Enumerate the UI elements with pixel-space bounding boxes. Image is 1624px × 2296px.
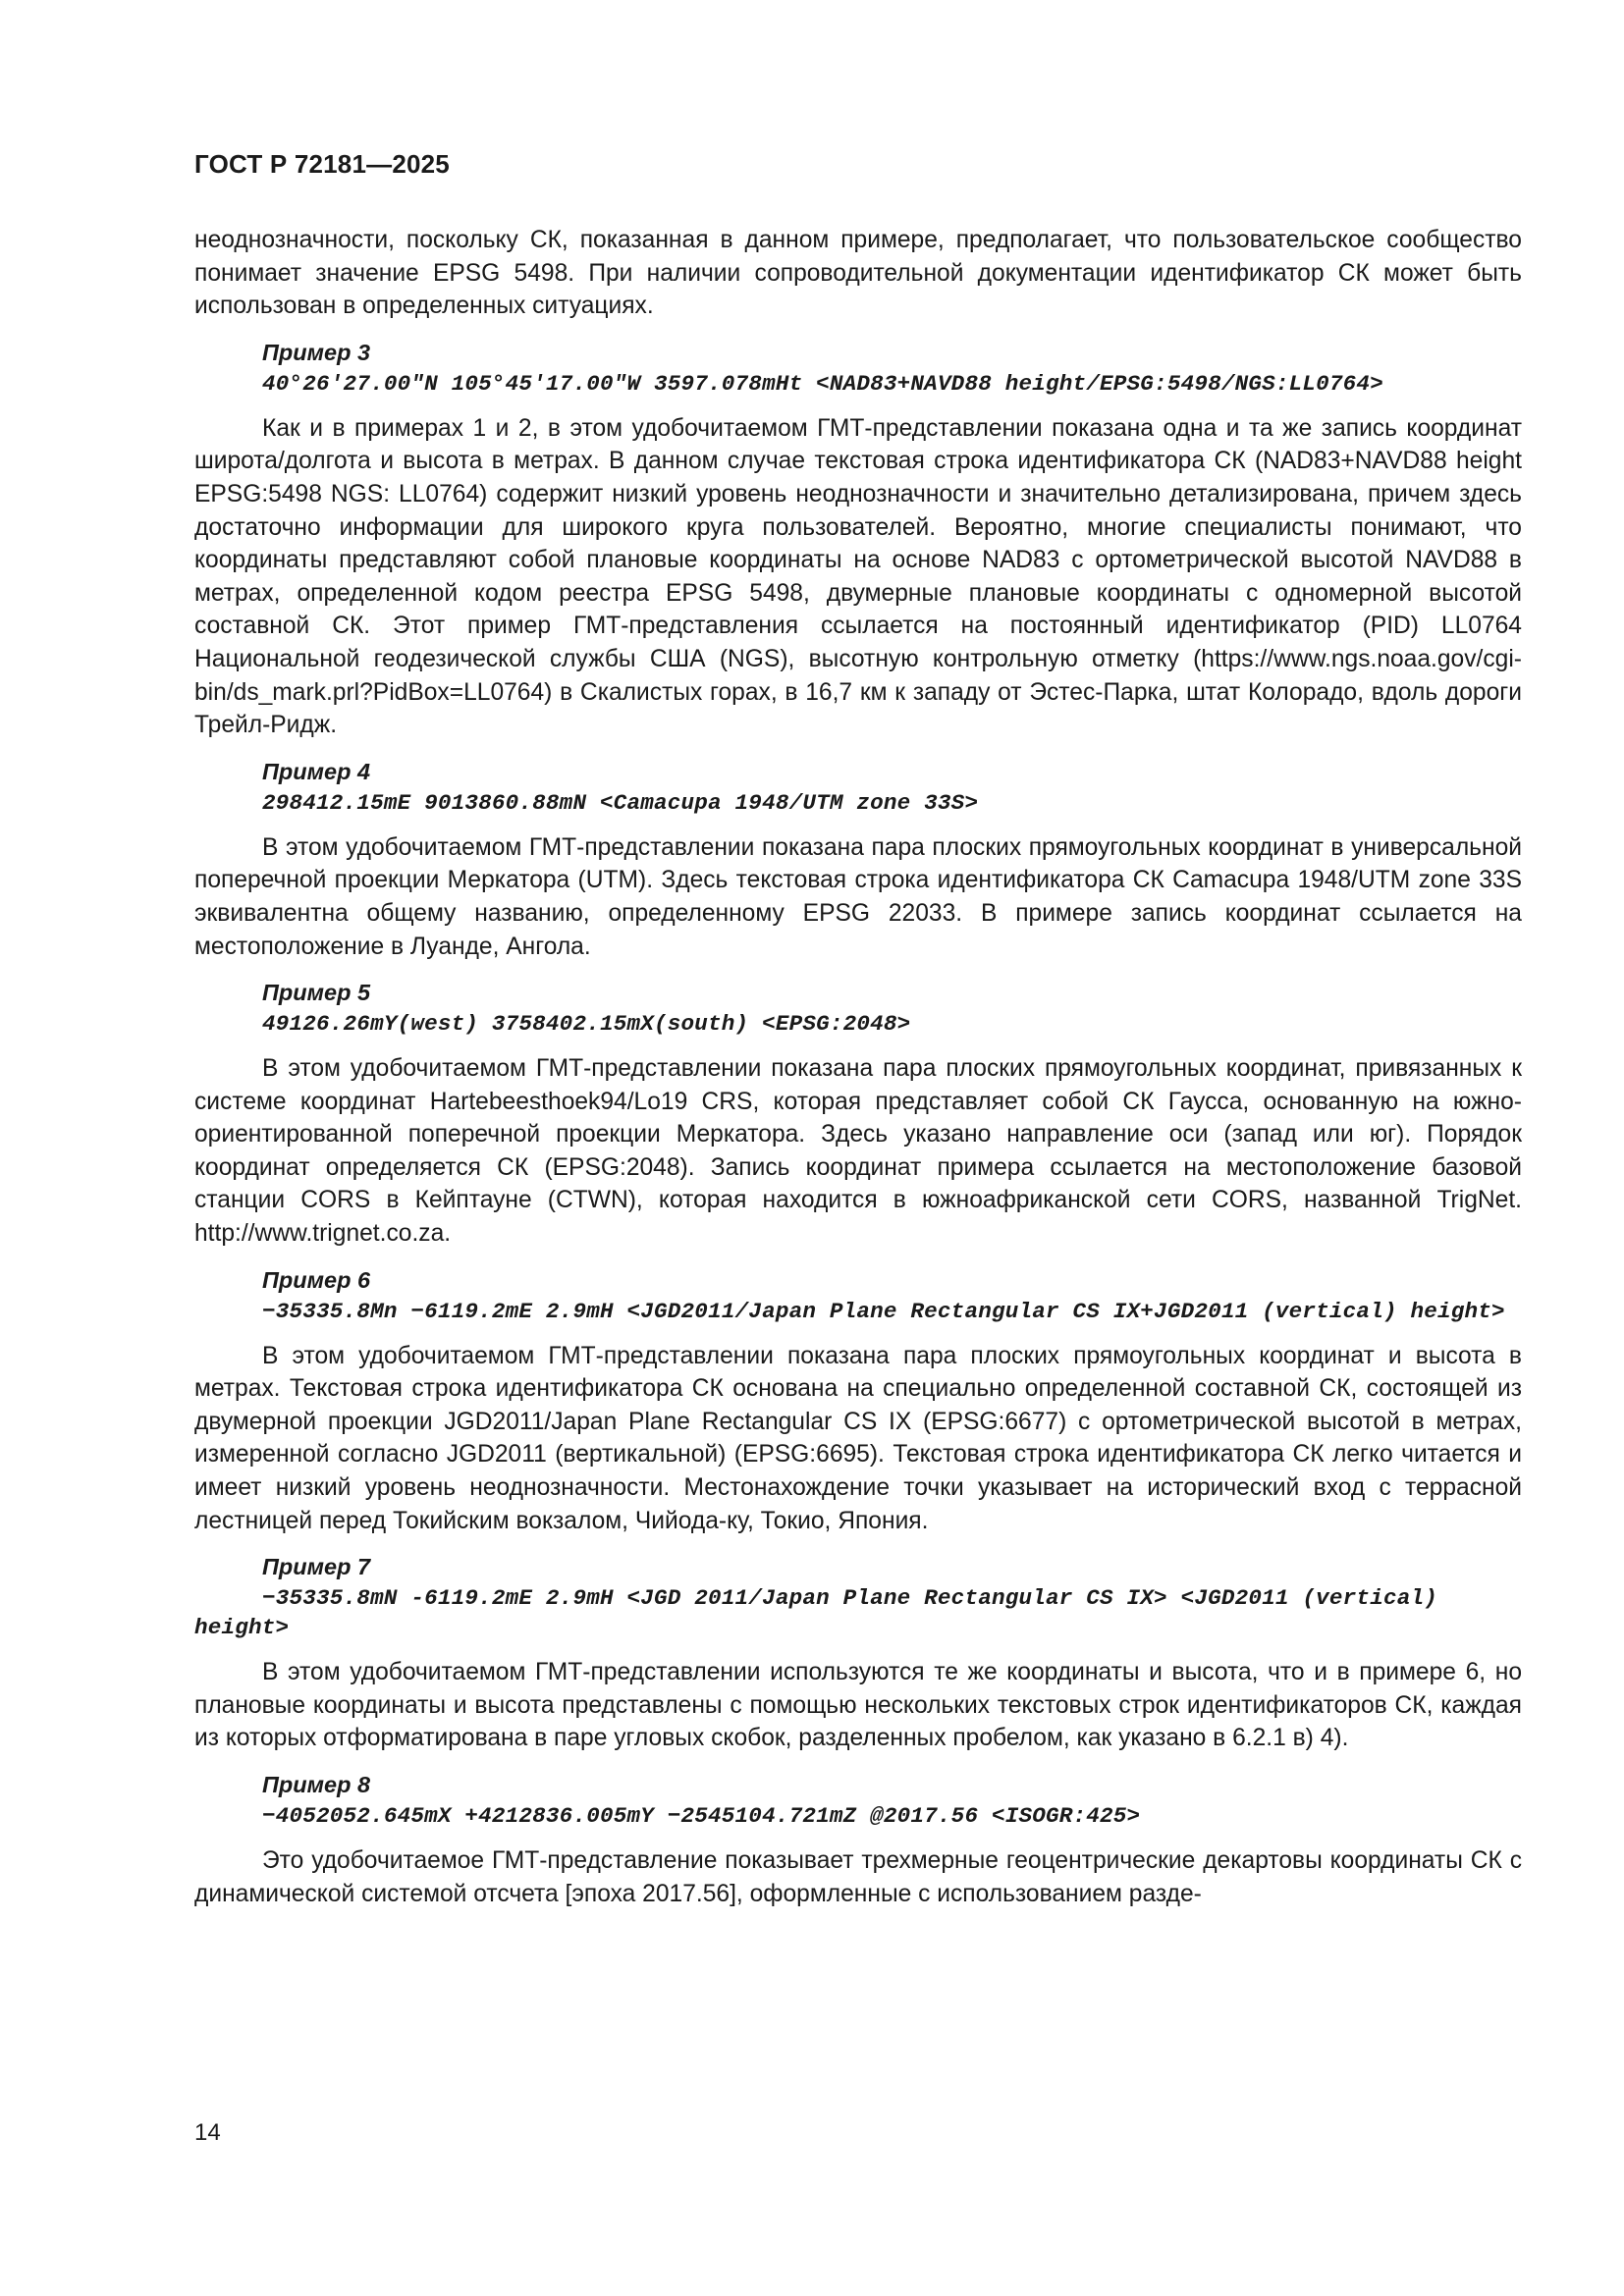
- example-block: [194, 1551, 1522, 1642]
- example-title: Пример 3: [262, 339, 371, 365]
- example-title: Пример 6: [262, 1266, 371, 1293]
- example-description: В этом удобочитаемом ГМТ-представлении показана пара плоских прямоугольных координат в универсальной поперечной проекции Меркатора (UTM). Здесь текстовая строка идентификатора СК Camacupa 1948/UTM zone 33S эквивалентна общему названию, определенному EPSG 22033. В примере запись координат ссылается на местоположение в Луанде, Ангола.: [194, 833, 1522, 960]
- example-block: [194, 977, 1522, 1039]
- example-block: [194, 1264, 1522, 1326]
- example-block: [194, 756, 1522, 818]
- example-code: 298412.15mE 9013860.88mN <Camacupa 1948/UTM zone 33S>: [262, 789, 979, 816]
- example-description: В этом удобочитаемом ГМТ-представлении показана пара плоских прямоугольных координат, привязанных к системе координат Hartebeesthoek94/Lo19 CRS, которая представляет собой СК Гаусса, основанную на южно-ориентированной поперечной проекции Меркатора. Здесь указано направление оси (запад или юг). Порядок координат определяется СК (EPSG:2048). Запись координат примера ссылается на местоположение базовой станции CORS в Кейптауне (CTWN), которая находится в южноафриканской сети CORS, названной TrigNet. http://www.trignet.co.za.: [194, 1055, 1522, 1248]
- example-description: В этом удобочитаемом ГМТ-представлении показана пара плоских прямоугольных координат и высота в метрах. Текстовая строка идентификатора СК основана на специально определенной составной СК, состоящей из двумерной проекции JGD2011/Japan Plane Rectangular CS IX (EPSG:6677) с ортометрической высотой в метрах, измеренной согласно JGD2011 (вертикальной) (EPSG:6695). Текстовая строка идентификатора СК легко читается и имеет низкий уровень неоднозначности. Местонахождение точки указывает на исторический вход с террасной лестницей перед Токийским вокзалом, Чийода-ку, Токио, Япония.: [194, 1342, 1522, 1534]
- example-code: −35335.8Mn −6119.2mE 2.9mH <JGD2011/Japan Plane Rectangular CS IX+JGD2011 (vertical) height>: [262, 1298, 1505, 1324]
- example-code: 40°26′27.00″N 105°45′17.00″W 3597.078mHt <NAD83+NAVD88 height/EPSG:5498/NGS:LL0764>: [262, 370, 1383, 397]
- example-title: Пример 4: [262, 758, 371, 784]
- example-title: Пример 8: [262, 1772, 371, 1797]
- example-title: Пример 7: [262, 1554, 371, 1580]
- intro-paragraph: неоднозначности, поскольку СК, показанная в данном примере, предполагает, что пользовательское сообщество понимает значение EPSG 5498. При наличии сопроводительной документации идентификатор СК может быть использован в определенных ситуациях.: [194, 227, 1522, 320]
- example-code: −4052052.645mX +4212836.005mY −2545104.721mZ @2017.56 <ISOGR:425>: [262, 1803, 1141, 1829]
- document-page: [194, 0, 1522, 2296]
- document-header: ГОСТ Р 72181—2025: [194, 149, 450, 179]
- example-code: 49126.26mY(west) 3758402.15mX(south) <EPSG:2048>: [262, 1011, 911, 1038]
- document-body: [194, 224, 1522, 1924]
- example-description: В этом удобочитаемом ГМТ-представлении используются те же координаты и высота, что и в примере 6, но плановые координаты и высота представлены с помощью нескольких текстовых строк идентификаторов СК, каждая из которых отформатирована в паре угловых скобок, разделенных пробелом, как указано в 6.2.1 в) 4).: [194, 1659, 1522, 1752]
- example-description: Как и в примерах 1 и 2, в этом удобочитаемом ГМТ-представлении показана одна и та же запись координат широта/долгота и высота в метрах. В данном случае текстовая строка идентификатора СК (NAD83+NAVD88 height EPSG:5498 NGS: LL0764) содержит низкий уровень неоднозначности и значительно детализирована, причем здесь достаточно информации для широкого круга пользователей. Вероятно, многие специалисты понимают, что координаты представляют собой плановые координаты на основе NAD83 с ортометрической высотой NAVD88 в метрах, определенной кодом реестра EPSG 5498, двумерные плановые координаты с одномерной высотой составной СК. Этот пример ГМТ-представления ссылается на постоянный идентификатор (PID) LL0764 Национальной геодезической службы США (NGS), высотную контрольную отметку (https://www.ngs.noaa.gov/cgi-bin/ds_mark.prl?PidBox=LL0764) в Скалистых горах, в 16,7 км к западу от Эстес-Парка, штат Колорадо, вдоль дороги Трейл-Ридж.: [194, 414, 1522, 739]
- example-block: [194, 1769, 1522, 1831]
- example-block: [194, 337, 1522, 399]
- page-number: 14: [194, 2119, 221, 2146]
- example-title: Пример 5: [262, 980, 371, 1006]
- example-description: Это удобочитаемое ГМТ-представление показывает трехмерные геоцентрические декартовы координаты СК с динамической системой отсчета [эпоха 2017.56], оформленные с использованием разде-: [194, 1847, 1522, 1907]
- example-code: −35335.8mN -6119.2mE 2.9mH <JGD 2011/Japan Plane Rectangular CS IX> <JGD2011 (vertical) height>: [194, 1585, 1437, 1641]
